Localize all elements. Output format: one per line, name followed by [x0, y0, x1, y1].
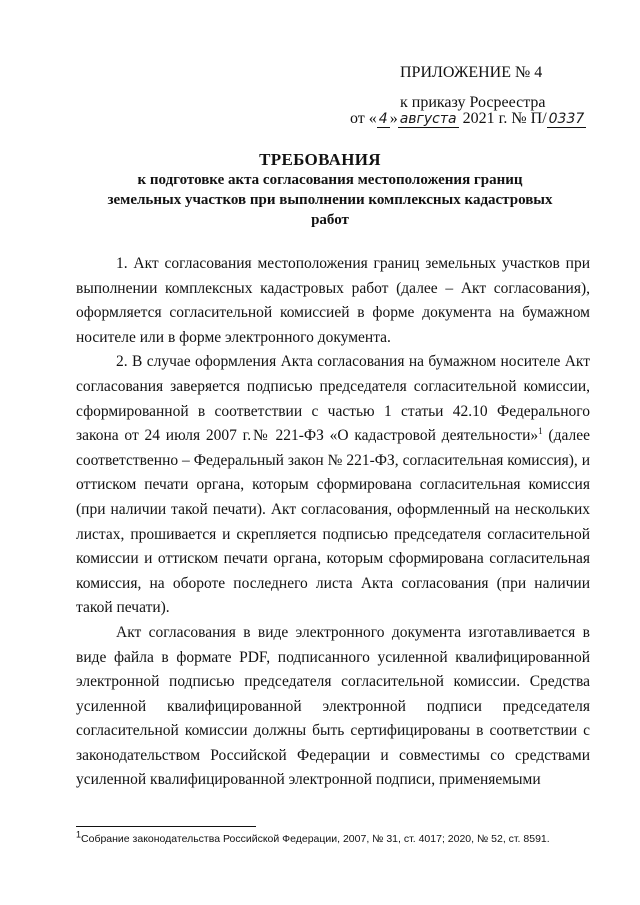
date-mid: »: [389, 110, 398, 127]
paragraph-1: 1. Акт согласования местоположения границ земельных участков при выполнении комплексных кадастровых работ (далее – Акт согласования), оформляется согласительной комиссией в форме документа на бумажном носителе или в форме электронного документа.: [76, 255, 590, 346]
document-subtitle: к подготовке акта согласования местоположения границ земельных участков при выполнении комплексных кадастровых работ: [107, 172, 553, 228]
year-and-number-prefix: 2021 г. № П/: [462, 110, 547, 127]
order-reference: к приказу Росреестра: [400, 94, 546, 111]
handwritten-number: 0337: [548, 111, 585, 127]
footnote-divider: [76, 826, 256, 827]
paragraph-2-part-a: 2. В случае оформления Акта согласования на бумажном носителе Акт согласования заверяется подписью председателя согласительной комиссии, сформированной в соответствии с частью 1 статьи 42.10 Федерального закона от 24 июля 2007 г.№ 221-ФЗ «О кадастровой деятельности»: [76, 353, 590, 445]
footnote-ref: 1: [538, 426, 543, 436]
order-date-line: [350, 108, 586, 130]
paragraph-3: Акт согласования в виде электронного документа изготавливается в виде файла в формате PDF, подписанного усиленной квалифицированной электронной подписью председателя согласительной комиссии. Средства усиленной квалифицированной электронной подписи председателя согласительной комиссии должны быть сертифицированы в соответствии с законодательством Российской Федерации и совместимы со средствами усиленной квалифицированной электронной подписи, применяемыми: [76, 623, 590, 789]
date-prefix: от «: [350, 110, 377, 127]
paragraph-2: [76, 350, 590, 621]
handwritten-month: августа: [399, 111, 457, 127]
footnote-text: Собрание законодательства Российской Федерации, 2007, № 31, ст. 4017; 2020, № 52, ст. 8591.: [81, 833, 550, 845]
document-body: [76, 252, 590, 793]
handwritten-day: 4: [378, 111, 388, 127]
appendix-title: ПРИЛОЖЕНИЕ № 4: [400, 64, 543, 81]
footnote: [76, 829, 550, 845]
document-title: ТРЕБОВАНИЯ: [259, 150, 381, 169]
footnote-mark: 1: [76, 829, 82, 840]
paragraph-2-part-b: (далее соответственно – Федеральный закон № 221-ФЗ, согласительная комиссия), и оттиском печати органа, которым сформирована согласительная комиссия (при наличии такой печати). Акт согласования, оформленный на нескольких листах, прошивается и скрепляется подписью председателя согласительной комиссии и оттиском печати органа, которым сформирована согласительная комиссия, на обороте последнего листа Акта согласования (при наличии такой печати).: [76, 427, 590, 617]
